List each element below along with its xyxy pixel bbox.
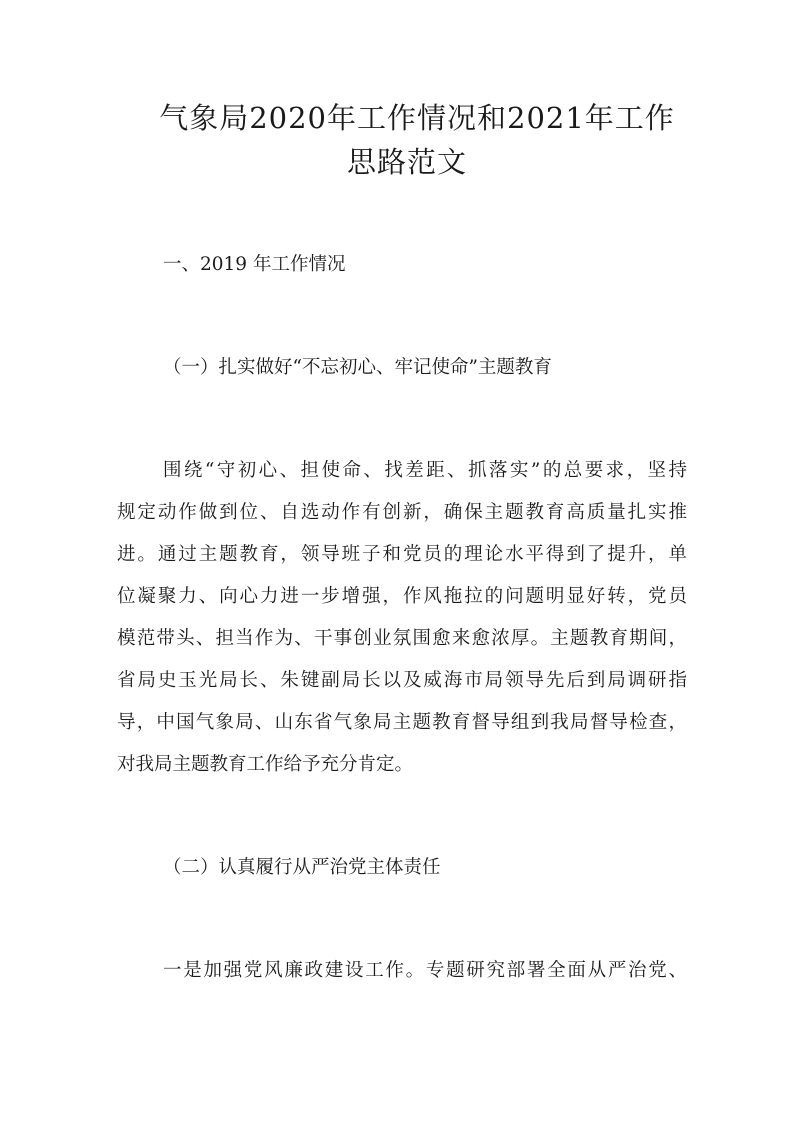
paragraph-line: 省局史玉光局长、朱键副局长以及威海市局领导先后到局调研指 [117,670,687,691]
paragraph-line: 位凝聚力、向心力进一步增强，作风拖拉的问题明显好转，党员 [117,586,687,607]
document-title-line-2: 思路范文 [346,145,467,179]
section-heading-2019-work: 一、2019 年工作情况 [163,254,346,275]
subsection-heading-theme-education: （一）扎实做好“不忘初心、牢记使命”主题教育 [163,357,552,378]
paragraph-line: 一是加强党风廉政建设工作。专题研究部署全面从严治党、 [163,960,687,981]
document-title-line-1: 气象局2020年工作情况和2021年工作 [159,101,675,135]
paragraph-line: 模范带头、担当作为、干事创业氛围愈来愈浓厚。主题教育期间， [117,628,687,649]
paragraph-line: 对我局主题教育工作给予充分肯定。 [117,754,414,775]
paragraph-line: 导，中国气象局、山东省气象局主题教育督导组到我局督导检查， [117,712,687,733]
subsection-heading-party-responsibility: （二）认真履行从严治党主体责任 [163,857,441,878]
paragraph-line: 规定动作做到位、自选动作有创新，确保主题教育高质量扎实推 [117,502,687,523]
paragraph-line: 围绕“守初心、担使命、找差距、抓落实”的总要求，坚持 [163,460,687,481]
paragraph-line: 进。通过主题教育，领导班子和党员的理论水平得到了提升，单 [117,544,687,565]
